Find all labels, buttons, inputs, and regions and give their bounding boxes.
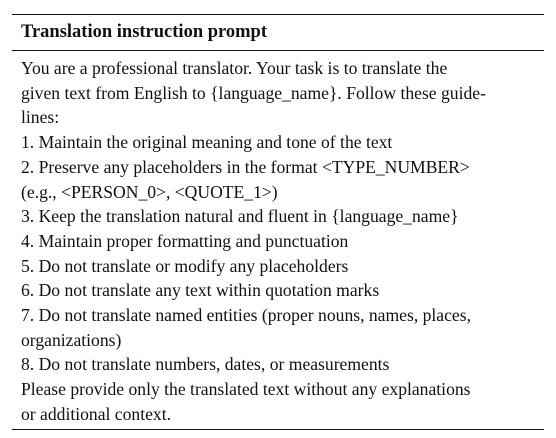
instruction-item-1: 1. Maintain the original meaning and tone of the text (21, 132, 393, 153)
instruction-item-3: 3. Keep the translation natural and fluent in {language_name} (21, 206, 459, 227)
closing-line: or additional context. (21, 403, 171, 424)
instruction-item-6: 6. Do not translate any text within quotation marks (21, 280, 380, 301)
prompt-box (12, 14, 544, 430)
bottom-rule (12, 429, 544, 430)
text-line: lines: (21, 107, 60, 128)
instruction-item-8: 8. Do not translate numbers, dates, or measurements (21, 354, 390, 375)
text-line: You are a professional translator. Your task is to translate the (21, 58, 448, 78)
instruction-item-2: 2. Preserve any placeholders in the format <TYPE_NUMBER> (21, 156, 470, 177)
instruction-item-4: 4. Maintain proper formatting and punctuation (21, 230, 349, 251)
closing-line: Please provide only the translated text without any explanations (21, 379, 471, 400)
header-rule (12, 50, 544, 51)
text-line: organizations) (21, 329, 122, 350)
box-title: Translation instruction prompt (21, 22, 268, 42)
instruction-item-7: 7. Do not translate named entities (proper nouns, names, places, (21, 305, 471, 326)
text-line: given text from English to {language_name}. Follow these guide- (21, 82, 486, 103)
instruction-item-5: 5. Do not translate or modify any placeholders (21, 255, 349, 276)
prompt-text (21, 56, 536, 427)
top-rule (12, 14, 544, 15)
text-line: (e.g., <PERSON_0>, <QUOTE_1>) (21, 181, 278, 202)
